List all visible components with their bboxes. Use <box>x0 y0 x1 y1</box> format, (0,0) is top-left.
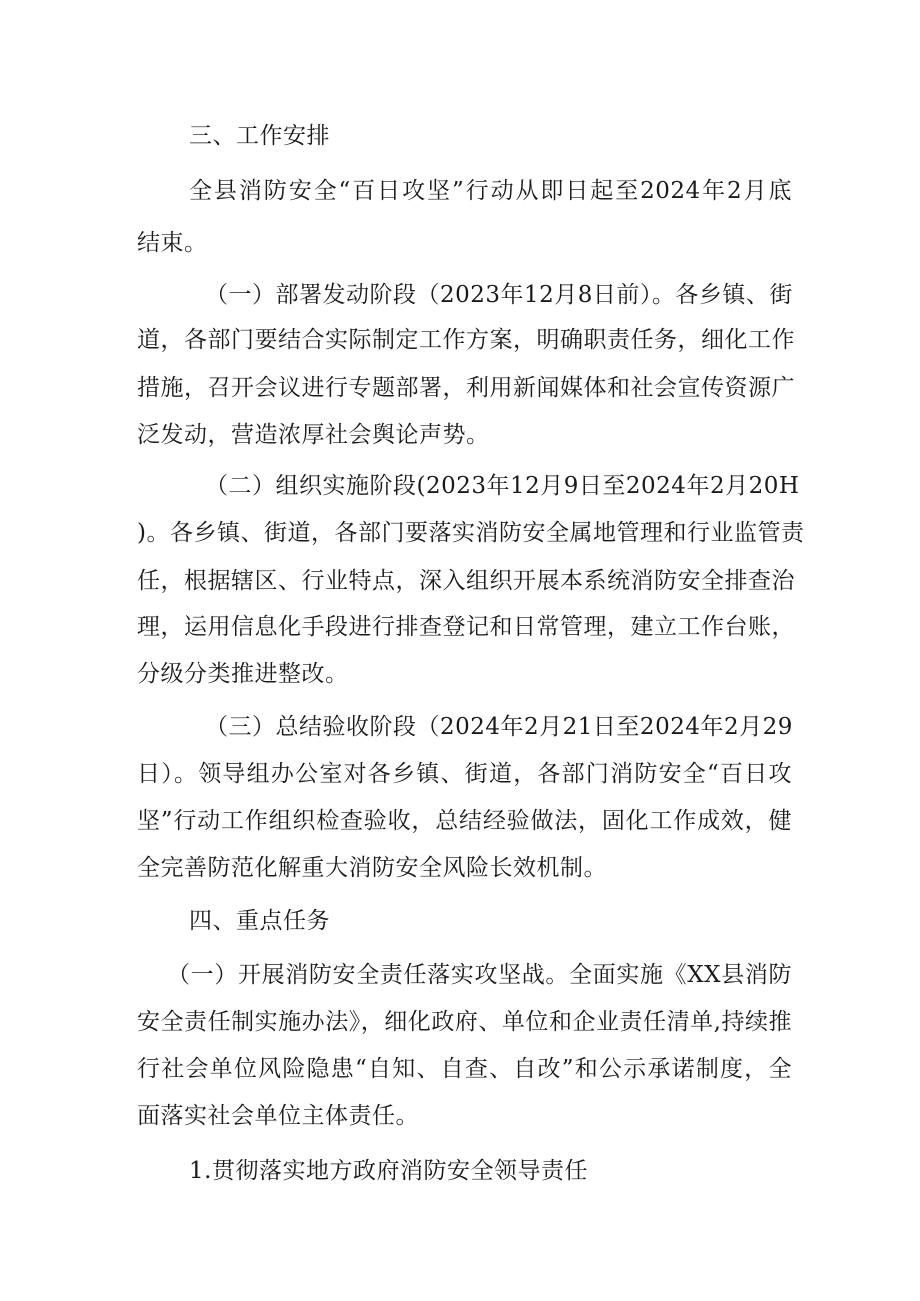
paragraph-line: （一）部署发动阶段（2023年12月8日前）。各乡镇、街 <box>205 282 793 308</box>
paragraph-line: （一）开展消防安全责任落实攻坚战。全面实施《XX县消防 <box>167 962 792 988</box>
paragraph-line: 泛发动，营造浓厚社会舆论声势。 <box>137 422 490 448</box>
paragraph-line: 分级分类推进整改。 <box>137 661 349 687</box>
paragraph-line: （二）组织实施阶段(2023年12月9日至2024年2月20H <box>205 473 800 499</box>
section-heading-work-arrangement: 三、工作安排 <box>189 123 330 149</box>
paragraph-line: 全完善防范化解重大消防安全风险长效机制。 <box>137 855 607 881</box>
paragraph-line: 全县消防安全“百日攻坚”行动从即日起至2024年2月底 <box>189 178 792 204</box>
paragraph-line: 安全责任制实施办法》，细化政府、单位和企业责任清单,持续推 <box>137 1009 792 1035</box>
paragraph-line: 措施，召开会议进行专题部署，利用新闻媒体和社会宣传资源广 <box>137 375 795 401</box>
paragraph-line: 结束。 <box>137 230 208 256</box>
paragraph-line: 日）。领导组办公室对各乡镇、街道，各部门消防安全“百日攻 <box>137 761 792 787</box>
paragraph-line: 坚”行动工作组织检查验收，总结经验做法，固化工作成效，健 <box>137 808 792 834</box>
paragraph-line: 理，运用信息化手段进行排查登记和日常管理，建立工作台账， <box>137 614 795 640</box>
paragraph-line: 道，各部门要结合实际制定工作方案，明确职责任务，细化工作 <box>137 327 795 353</box>
paragraph-line: （三）总结验收阶段（2024年2月21日至2024年2月29 <box>205 714 793 740</box>
paragraph-line: 行社会单位风险隐患“自知、自查、自改”和公示承诺制度，全 <box>137 1056 792 1082</box>
subsection-item-heading: 1.贯彻落实地方政府消防安全领导责任 <box>189 1158 588 1184</box>
paragraph-line: 任，根据辖区、行业特点，深入组织开展本系统消防安全排查治 <box>137 568 795 594</box>
paragraph-line: )。各乡镇、街道，各部门要落实消防安全属地管理和行业监管责 <box>137 520 805 546</box>
section-heading-key-tasks: 四、重点任务 <box>189 908 330 934</box>
paragraph-line: 面落实社会单位主体责任。 <box>137 1103 419 1129</box>
